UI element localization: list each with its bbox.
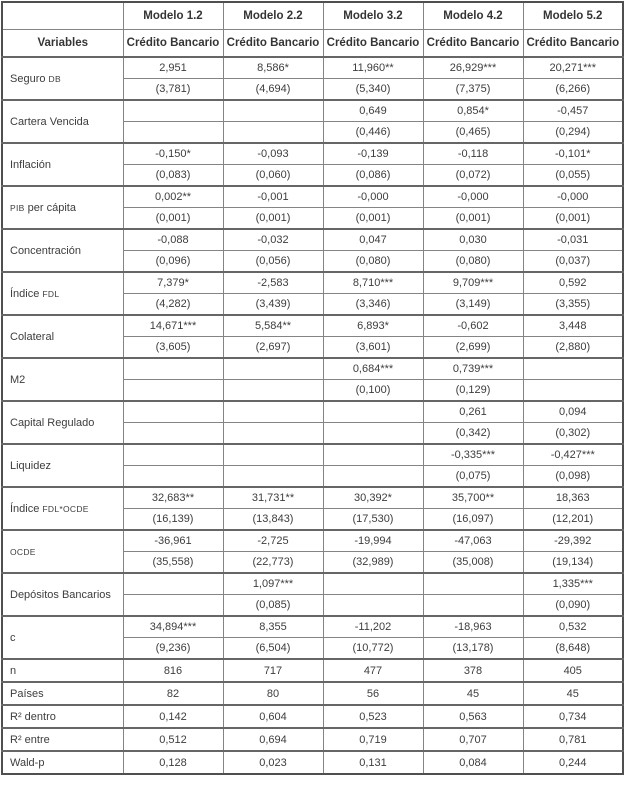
model-header: Modelo 4.2 — [423, 2, 523, 30]
std-error-cell: (16,139) — [123, 509, 223, 531]
std-error-cell: (22,773) — [223, 552, 323, 574]
variable-block — [2, 487, 623, 530]
std-error-cell: (3,605) — [123, 337, 223, 359]
variable-label — [2, 573, 123, 616]
std-error-cell: (0,086) — [323, 165, 423, 187]
coefficient-cell: -36,961 — [123, 530, 223, 552]
std-error-cell: (13,178) — [423, 638, 523, 660]
variable-label-text: Índice — [10, 287, 43, 300]
variable-block — [2, 358, 623, 401]
stat-value: 0,694 — [223, 728, 323, 751]
std-error-cell: (35,008) — [423, 552, 523, 574]
stat-label: n — [2, 659, 123, 682]
variable-label-text: Inflación — [10, 158, 51, 171]
std-error-cell: (5,340) — [323, 79, 423, 101]
stat-label: Wald-p — [2, 751, 123, 774]
coefficient-cell: 0,030 — [423, 229, 523, 251]
coefficient-cell — [123, 100, 223, 122]
variable-label — [2, 616, 123, 659]
model-header: Modelo 3.2 — [323, 2, 423, 30]
variable-block — [2, 143, 623, 186]
std-error-cell: (0,302) — [523, 423, 623, 445]
stat-label: Países — [2, 682, 123, 705]
stat-value: 0,131 — [323, 751, 423, 774]
variable-block — [2, 186, 623, 229]
stat-block — [2, 659, 623, 682]
std-error-cell: (3,149) — [423, 294, 523, 316]
std-error-cell: (3,781) — [123, 79, 223, 101]
std-error-cell: (3,601) — [323, 337, 423, 359]
stat-value: 0,563 — [423, 705, 523, 728]
stat-value: 0,084 — [423, 751, 523, 774]
variable-label-text: PIB — [10, 202, 25, 213]
variable-block — [2, 573, 623, 616]
stat-row — [2, 682, 623, 705]
variable-label-text: per cápita — [24, 201, 76, 214]
stat-block — [2, 728, 623, 751]
std-error-cell — [523, 380, 623, 402]
std-error-cell: (3,439) — [223, 294, 323, 316]
variable-label-text: FDL — [42, 288, 60, 299]
variable-label-text: Concentración — [10, 244, 81, 257]
std-error-cell — [123, 595, 223, 617]
std-error-cell — [323, 423, 423, 445]
std-error-cell: (0,294) — [523, 122, 623, 144]
dep-var-header: Crédito Bancario — [223, 30, 323, 58]
coefficient-cell: -29,392 — [523, 530, 623, 552]
dep-var-header: Crédito Bancario — [523, 30, 623, 58]
coefficient-cell — [323, 444, 423, 466]
coefficient-cell: 7,379* — [123, 272, 223, 294]
stat-value: 56 — [323, 682, 423, 705]
coefficient-cell: -2,725 — [223, 530, 323, 552]
dep-var-header: Crédito Bancario — [423, 30, 523, 58]
coefficient-row — [2, 358, 623, 380]
std-error-cell: (0,085) — [223, 595, 323, 617]
model-header: Modelo 1.2 — [123, 2, 223, 30]
model-header: Modelo 2.2 — [223, 2, 323, 30]
model-header-row — [2, 2, 623, 30]
coefficient-cell: -0,088 — [123, 229, 223, 251]
coefficient-cell: 20,271*** — [523, 57, 623, 79]
coefficient-cell: 8,355 — [223, 616, 323, 638]
std-error-cell: (10,772) — [323, 638, 423, 660]
stat-block — [2, 705, 623, 728]
coefficient-row — [2, 444, 623, 466]
std-error-cell — [123, 122, 223, 144]
coefficient-row — [2, 229, 623, 251]
std-error-cell: (8,648) — [523, 638, 623, 660]
std-error-cell: (2,699) — [423, 337, 523, 359]
std-error-cell — [123, 380, 223, 402]
std-error-cell: (0,129) — [423, 380, 523, 402]
stat-row — [2, 659, 623, 682]
variable-label — [2, 401, 123, 444]
coefficient-cell: 0,854* — [423, 100, 523, 122]
stat-value: 0,023 — [223, 751, 323, 774]
std-error-cell — [423, 595, 523, 617]
std-error-cell: (7,375) — [423, 79, 523, 101]
variable-block — [2, 100, 623, 143]
coefficient-cell — [123, 444, 223, 466]
table-header — [2, 2, 623, 57]
variable-block — [2, 616, 623, 659]
coefficient-cell: 0,739*** — [423, 358, 523, 380]
std-error-cell: (3,355) — [523, 294, 623, 316]
variable-block — [2, 444, 623, 487]
std-error-cell — [323, 595, 423, 617]
variable-block — [2, 315, 623, 358]
coefficient-cell: 0,649 — [323, 100, 423, 122]
stat-label: R² entre — [2, 728, 123, 751]
std-error-cell: (0,001) — [523, 208, 623, 230]
coefficient-row — [2, 315, 623, 337]
variable-label-text: Capital Regulado — [10, 416, 95, 429]
stat-value: 45 — [423, 682, 523, 705]
coefficient-row — [2, 616, 623, 638]
std-error-cell — [223, 122, 323, 144]
stat-row — [2, 751, 623, 774]
std-error-cell: (0,001) — [423, 208, 523, 230]
std-error-cell: (4,282) — [123, 294, 223, 316]
variables-header: Variables — [2, 30, 123, 58]
variable-block — [2, 229, 623, 272]
coefficient-cell — [123, 573, 223, 595]
coefficient-cell: 26,929*** — [423, 57, 523, 79]
coefficient-row — [2, 401, 623, 423]
std-error-cell: (0,098) — [523, 466, 623, 488]
dep-var-header: Crédito Bancario — [123, 30, 223, 58]
coefficient-cell: 35,700** — [423, 487, 523, 509]
coefficient-row — [2, 143, 623, 165]
stat-block — [2, 751, 623, 774]
variable-label-text: M2 — [10, 373, 26, 386]
stat-label: R² dentro — [2, 705, 123, 728]
coefficient-cell: -0,000 — [523, 186, 623, 208]
std-error-cell — [323, 466, 423, 488]
std-error-cell: (6,504) — [223, 638, 323, 660]
std-error-cell: (0,465) — [423, 122, 523, 144]
coefficient-cell: 1,335*** — [523, 573, 623, 595]
coefficient-cell: 11,960** — [323, 57, 423, 79]
coefficient-cell — [223, 401, 323, 423]
stat-row — [2, 705, 623, 728]
coefficient-cell: 30,392* — [323, 487, 423, 509]
variable-label — [2, 143, 123, 186]
coefficient-cell: 14,671*** — [123, 315, 223, 337]
coefficient-cell: 0,047 — [323, 229, 423, 251]
std-error-cell — [223, 380, 323, 402]
coefficient-cell: 9,709*** — [423, 272, 523, 294]
coefficient-row — [2, 57, 623, 79]
coefficient-cell: 0,094 — [523, 401, 623, 423]
variable-label — [2, 100, 123, 143]
coefficient-cell: -0,118 — [423, 143, 523, 165]
variable-block — [2, 401, 623, 444]
regression-table — [1, 1, 624, 775]
variable-label-text: Depósitos Bancarios — [10, 588, 111, 601]
coefficient-cell — [223, 444, 323, 466]
std-error-cell: (0,446) — [323, 122, 423, 144]
variable-label-text: Índice — [10, 502, 43, 515]
stat-value: 0,523 — [323, 705, 423, 728]
coefficient-cell: -0,457 — [523, 100, 623, 122]
variable-label-text: OCDE — [10, 546, 36, 557]
std-error-cell: (0,060) — [223, 165, 323, 187]
stat-block — [2, 682, 623, 705]
stat-value: 0,512 — [123, 728, 223, 751]
std-error-cell: (0,055) — [523, 165, 623, 187]
coefficient-cell: 18,363 — [523, 487, 623, 509]
coefficient-cell: 5,584** — [223, 315, 323, 337]
std-error-cell: (0,075) — [423, 466, 523, 488]
coefficient-cell — [123, 358, 223, 380]
std-error-cell: (2,697) — [223, 337, 323, 359]
std-error-cell: (0,080) — [423, 251, 523, 273]
coefficient-row — [2, 573, 623, 595]
std-error-cell: (35,558) — [123, 552, 223, 574]
coefficient-cell — [523, 358, 623, 380]
variable-label-text: Colateral — [10, 330, 55, 343]
coefficient-cell: -0,001 — [223, 186, 323, 208]
std-error-cell: (17,530) — [323, 509, 423, 531]
coefficient-cell — [223, 100, 323, 122]
coefficient-cell — [323, 573, 423, 595]
std-error-cell: (0,342) — [423, 423, 523, 445]
coefficient-cell: 0,592 — [523, 272, 623, 294]
stat-value: 82 — [123, 682, 223, 705]
coefficient-cell: -0,335*** — [423, 444, 523, 466]
coefficient-cell: 3,448 — [523, 315, 623, 337]
std-error-cell: (13,843) — [223, 509, 323, 531]
variable-label — [2, 315, 123, 358]
std-error-cell: (0,001) — [123, 208, 223, 230]
variable-label — [2, 487, 123, 530]
coefficient-cell: 32,683** — [123, 487, 223, 509]
coefficient-cell: 1,097*** — [223, 573, 323, 595]
stat-value: 477 — [323, 659, 423, 682]
std-error-cell — [223, 423, 323, 445]
stat-value: 80 — [223, 682, 323, 705]
coefficient-cell: -0,031 — [523, 229, 623, 251]
variable-label-text: c — [10, 631, 16, 644]
stat-row — [2, 728, 623, 751]
coefficient-cell: -47,063 — [423, 530, 523, 552]
coefficient-cell: -0,139 — [323, 143, 423, 165]
stat-value: 0,128 — [123, 751, 223, 774]
coefficient-row — [2, 272, 623, 294]
coefficient-cell: -0,101* — [523, 143, 623, 165]
coefficient-row — [2, 186, 623, 208]
coefficient-cell: -0,150* — [123, 143, 223, 165]
stat-value: 0,707 — [423, 728, 523, 751]
coefficient-cell: 34,894*** — [123, 616, 223, 638]
variable-label — [2, 229, 123, 272]
stat-value: 717 — [223, 659, 323, 682]
coefficient-cell — [223, 358, 323, 380]
coefficient-cell: 0,532 — [523, 616, 623, 638]
variable-block — [2, 530, 623, 573]
stat-value: 0,604 — [223, 705, 323, 728]
variable-label — [2, 186, 123, 229]
variable-label — [2, 57, 123, 100]
std-error-cell: (3,346) — [323, 294, 423, 316]
stat-value: 405 — [523, 659, 623, 682]
std-error-cell: (0,001) — [223, 208, 323, 230]
coefficient-cell: 0,261 — [423, 401, 523, 423]
variable-block — [2, 272, 623, 315]
stat-value: 0,719 — [323, 728, 423, 751]
coefficient-cell: 0,002** — [123, 186, 223, 208]
coefficient-cell: -0,000 — [323, 186, 423, 208]
std-error-cell: (0,072) — [423, 165, 523, 187]
dep-var-header-row — [2, 30, 623, 58]
model-header: Modelo 5.2 — [523, 2, 623, 30]
stat-value: 0,142 — [123, 705, 223, 728]
std-error-cell — [123, 466, 223, 488]
coefficient-cell: 6,893* — [323, 315, 423, 337]
std-error-cell: (16,097) — [423, 509, 523, 531]
variable-label — [2, 444, 123, 487]
coefficient-cell — [423, 573, 523, 595]
coefficient-cell: 31,731** — [223, 487, 323, 509]
stat-value: 378 — [423, 659, 523, 682]
variable-label — [2, 530, 123, 573]
coefficient-cell: -0,000 — [423, 186, 523, 208]
std-error-cell — [223, 466, 323, 488]
std-error-cell — [123, 423, 223, 445]
variable-label-text: Cartera Vencida — [10, 115, 89, 128]
coefficient-cell — [323, 401, 423, 423]
coefficient-cell: -18,963 — [423, 616, 523, 638]
variable-block — [2, 57, 623, 100]
coefficient-cell — [123, 401, 223, 423]
variable-label — [2, 358, 123, 401]
std-error-cell: (0,080) — [323, 251, 423, 273]
variable-label-text: Liquidez — [10, 459, 51, 472]
coefficient-cell: -0,427*** — [523, 444, 623, 466]
stat-value: 0,734 — [523, 705, 623, 728]
std-error-cell: (0,056) — [223, 251, 323, 273]
corner-cell — [2, 2, 123, 30]
stat-value: 45 — [523, 682, 623, 705]
coefficient-row — [2, 530, 623, 552]
variable-label — [2, 272, 123, 315]
variable-label-text: FDL*OCDE — [42, 503, 89, 514]
coefficient-cell: -11,202 — [323, 616, 423, 638]
std-error-cell: (32,989) — [323, 552, 423, 574]
coefficient-cell: 8,586* — [223, 57, 323, 79]
coefficient-cell: -0,602 — [423, 315, 523, 337]
std-error-cell: (9,236) — [123, 638, 223, 660]
stat-value: 816 — [123, 659, 223, 682]
std-error-cell: (12,201) — [523, 509, 623, 531]
std-error-cell: (19,134) — [523, 552, 623, 574]
coefficient-cell: -0,032 — [223, 229, 323, 251]
variable-label-text: Seguro — [10, 72, 49, 85]
coefficient-cell: 8,710*** — [323, 272, 423, 294]
std-error-cell: (2,880) — [523, 337, 623, 359]
coefficient-cell: -19,994 — [323, 530, 423, 552]
coefficient-cell: 2,951 — [123, 57, 223, 79]
std-error-cell: (0,001) — [323, 208, 423, 230]
variable-label-text: DB — [48, 73, 61, 84]
coefficient-row — [2, 100, 623, 122]
std-error-cell: (6,266) — [523, 79, 623, 101]
std-error-cell: (0,090) — [523, 595, 623, 617]
coefficient-row — [2, 487, 623, 509]
dep-var-header: Crédito Bancario — [323, 30, 423, 58]
std-error-cell: (0,100) — [323, 380, 423, 402]
coefficient-cell: -0,093 — [223, 143, 323, 165]
stat-value: 0,244 — [523, 751, 623, 774]
stat-value: 0,781 — [523, 728, 623, 751]
std-error-cell: (0,096) — [123, 251, 223, 273]
std-error-cell: (4,694) — [223, 79, 323, 101]
std-error-cell: (0,037) — [523, 251, 623, 273]
std-error-cell: (0,083) — [123, 165, 223, 187]
coefficient-cell: -2,583 — [223, 272, 323, 294]
coefficient-cell: 0,684*** — [323, 358, 423, 380]
